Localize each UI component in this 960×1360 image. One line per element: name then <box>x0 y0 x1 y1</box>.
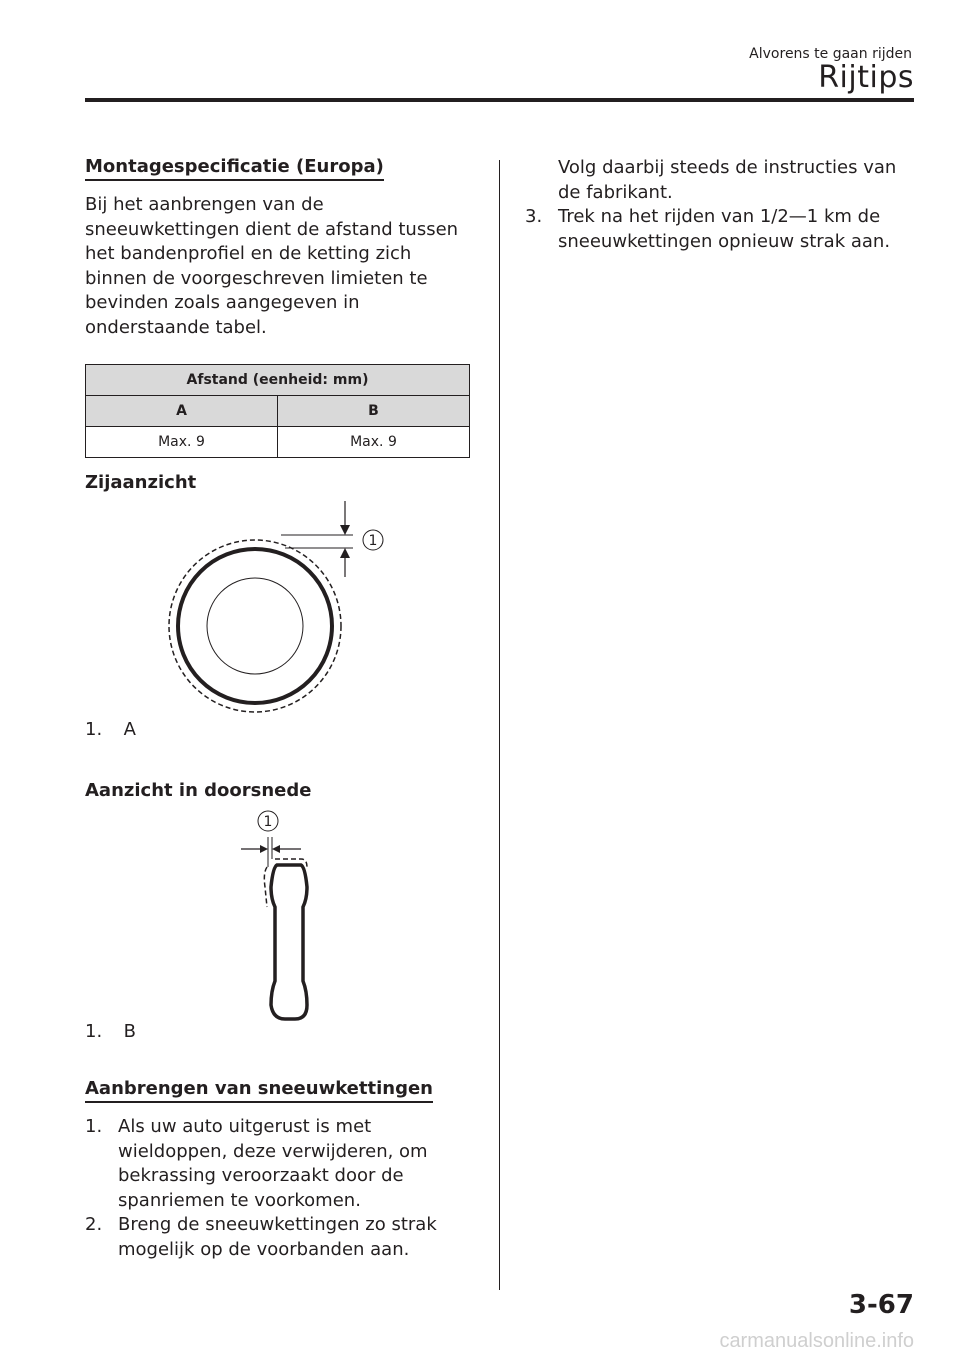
clearance-table <box>85 364 470 458</box>
table-header: Afstand (eenheid: mm) <box>86 365 470 396</box>
tire-cross-section <box>271 865 307 1019</box>
table-cell-a: Max. 9 <box>86 427 278 458</box>
arrowhead-top <box>340 525 350 535</box>
section-view-legend <box>85 1021 469 1042</box>
arrowhead-bottom <box>340 548 350 558</box>
list-item <box>85 1115 469 1213</box>
table-cell-b: Max. 9 <box>277 427 469 458</box>
list-item <box>525 205 915 254</box>
rim <box>207 578 303 674</box>
tire-outer <box>178 549 332 703</box>
column-divider <box>499 160 500 1290</box>
section-view-diagram <box>85 807 469 1027</box>
legend-label: A <box>123 719 136 740</box>
callout-number: 1 <box>368 533 378 549</box>
watermark: carmanualsonline.info <box>719 1330 914 1352</box>
legend-num: 1. <box>85 1021 103 1042</box>
side-view-title: Zijaanzicht <box>85 472 197 493</box>
section-view-title: Aanzicht in doorsnede <box>85 780 312 801</box>
arrowhead-left <box>260 845 268 853</box>
side-view-diagram <box>85 499 469 719</box>
table-col-a: A <box>86 396 278 427</box>
section-title: Rijtips <box>818 60 914 95</box>
arrowhead-right <box>272 845 280 853</box>
legend-num: 1. <box>85 719 103 740</box>
left-column <box>85 156 469 1262</box>
right-column <box>525 156 915 254</box>
step-number: 3. <box>525 206 543 227</box>
step-text: Trek na het rijden van 1/2—1 km de sneeuwkettingen opnieuw strak aan. <box>558 206 891 252</box>
step-number: 2. <box>85 1214 103 1235</box>
mount-steps-continued <box>525 205 915 254</box>
continuation-text: Volg daarbij steeds de instructies van de fabrikant. <box>558 157 897 203</box>
intro-paragraph: Bij het aanbrengen van de sneeuwkettingen dient de afstand tussen het bandenprofiel en de ketting zich binnen de voorgeschreven limieten te bevinden zoals aangegeven in onderstaande tabel. <box>85 194 459 338</box>
callout-number: 1 <box>263 814 273 830</box>
step-text: Breng de sneeuwkettingen zo strak mogelijk op de voorbanden aan. <box>118 1214 437 1260</box>
step-number: 1. <box>85 1116 103 1137</box>
side-view-legend <box>85 719 469 740</box>
page-number: 3-67 <box>848 1290 914 1320</box>
step-text: Als uw auto uitgerust is met wieldoppen, deze verwijderen, om bekrassing veroorzaakt door de spanriemen te voorkomen. <box>118 1116 428 1211</box>
table-col-b: B <box>277 396 469 427</box>
header-rule <box>85 98 914 102</box>
list-item <box>85 1213 469 1262</box>
chain-outline <box>169 540 341 712</box>
mount-title: Aanbrengen van sneeuwkettingen <box>85 1078 433 1103</box>
mount-steps <box>85 1115 469 1262</box>
chapter-label: Alvorens te gaan rijden <box>749 46 912 62</box>
mounting-spec-title: Montagespecificatie (Europa) <box>85 156 384 181</box>
legend-label: B <box>123 1021 137 1042</box>
